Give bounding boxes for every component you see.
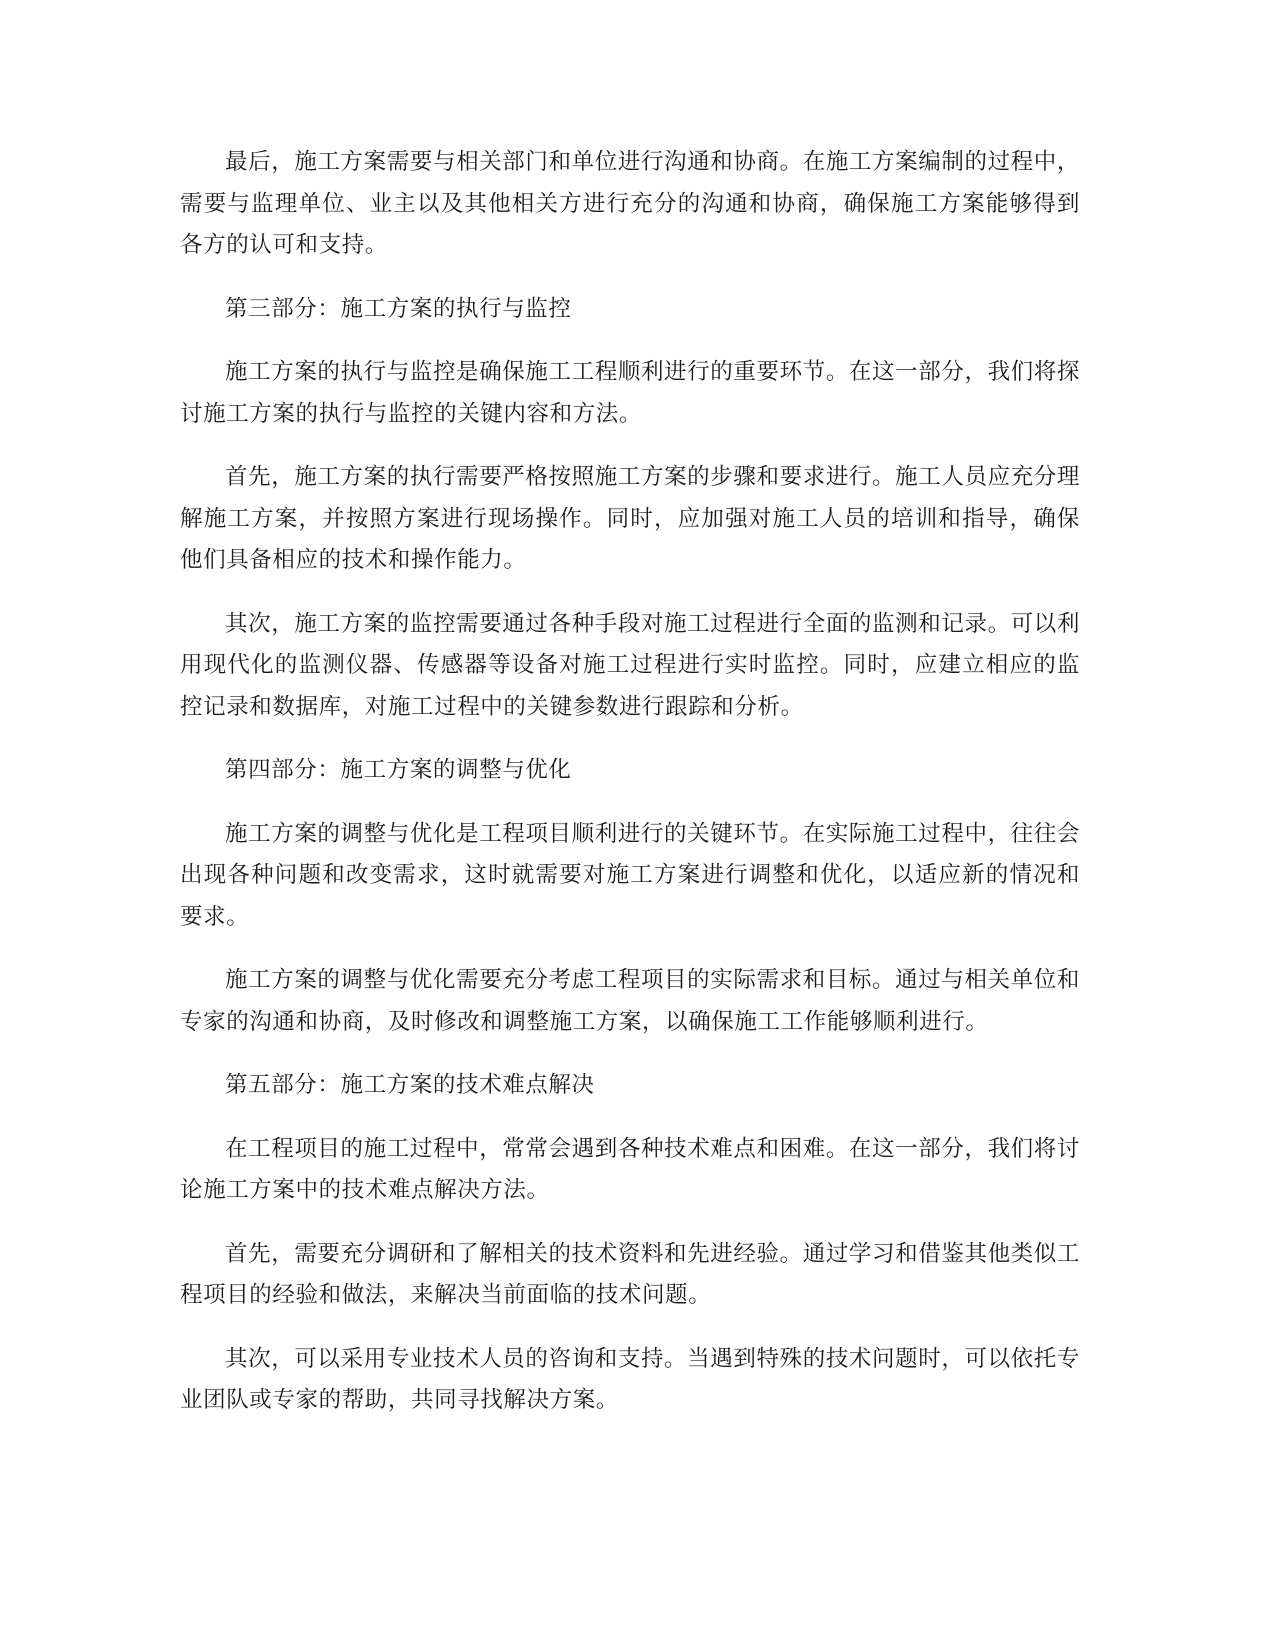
paragraph: 施工方案的执行与监控是确保施工工程顺利进行的重要环节。在这一部分，我们将探讨施工方案的执行与监控的关键内容和方法。 xyxy=(180,359,1080,427)
paragraph: 施工方案的调整与优化需要充分考虑工程项目的实际需求和目标。通过与相关单位和专家的沟通和协商，及时修改和调整施工方案，以确保施工工作能够顺利进行。 xyxy=(180,967,1080,1035)
section-heading: 第四部分：施工方案的调整与优化 xyxy=(225,757,572,783)
paragraph: 其次，施工方案的监控需要通过各种手段对施工过程进行全面的监测和记录。可以利用现代化的监测仪器、传感器等设备对施工过程进行实时监控。同时，应建立相应的监控记录和数据库，对施工过程中的关键参数进行跟踪和分析。 xyxy=(180,610,1080,720)
paragraph: 施工方案的调整与优化是工程项目顺利进行的关键环节。在实际施工过程中，往往会出现各种问题和改变需求，这时就需要对施工方案进行调整和优化，以适应新的情况和要求。 xyxy=(180,820,1080,930)
paragraph: 首先，需要充分调研和了解相关的技术资料和先进经验。通过学习和借鉴其他类似工程项目的经验和做法，来解决当前面临的技术问题。 xyxy=(180,1240,1080,1308)
section-heading: 第三部分：施工方案的执行与监控 xyxy=(225,295,572,322)
document-page xyxy=(180,142,1080,1444)
section-heading: 第五部分：施工方案的技术难点解决 xyxy=(225,1072,595,1098)
paragraph: 在工程项目的施工过程中，常常会遇到各种技术难点和困难。在这一部分，我们将讨论施工方案中的技术难点解决方法。 xyxy=(180,1135,1080,1203)
paragraph: 最后，施工方案需要与相关部门和单位进行沟通和协商。在施工方案编制的过程中，需要与监理单位、业主以及其他相关方进行充分的沟通和协商，确保施工方案能够得到各方的认可和支持。 xyxy=(180,149,1080,258)
paragraph: 其次，可以采用专业技术人员的咨询和支持。当遇到特殊的技术问题时，可以依托专业团队或专家的帮助，共同寻找解决方案。 xyxy=(180,1345,1080,1413)
paragraph: 首先，施工方案的执行需要严格按照施工方案的步骤和要求进行。施工人员应充分理解施工方案，并按照方案进行现场操作。同时，应加强对施工人员的培训和指导，确保他们具备相应的技术和操作能力。 xyxy=(180,464,1080,573)
